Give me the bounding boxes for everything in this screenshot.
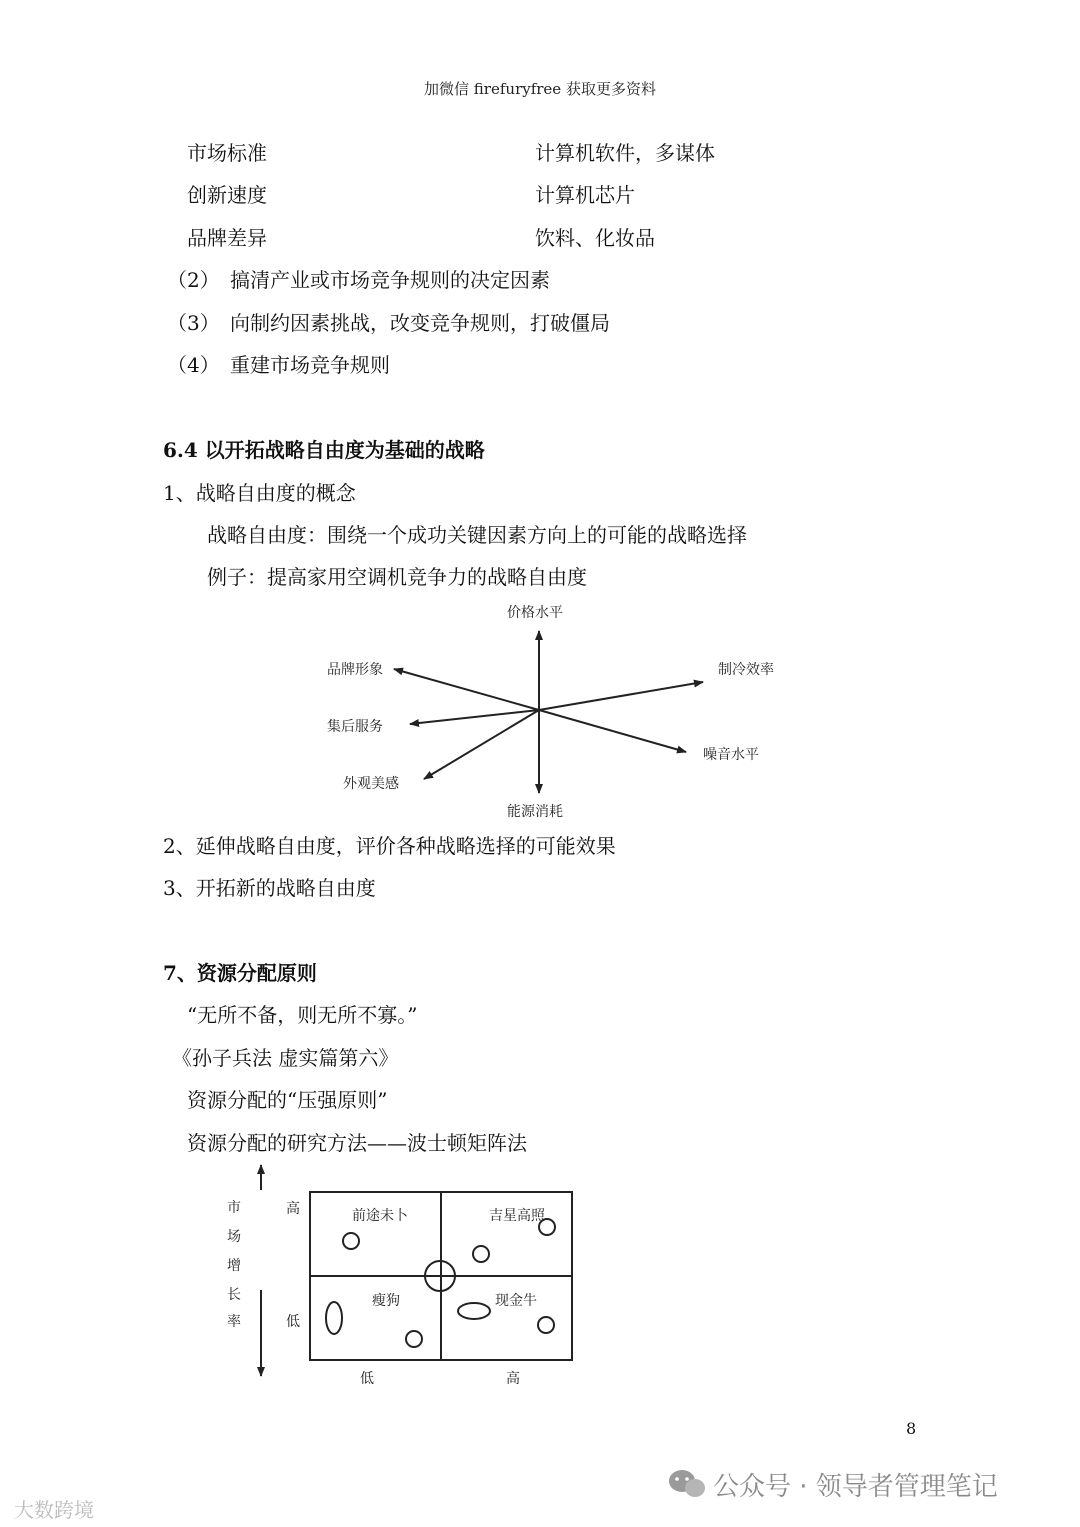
sunzi-quote: “无所不备，则无所不寡。” [187,1003,418,1027]
table-row-1-right: 计算机软件，多谋体 [535,141,715,165]
strategic-freedom-example: 例子：提高家用空调机竞争力的战略自由度 [207,565,587,589]
official-account-watermark: 公众号 · 领导者管理笔记 [713,1472,998,1502]
growth-axis-char-1: 市 [227,1200,241,1216]
step-2-number: （2） [167,268,220,292]
step-2-text: 搞清产业或市场竞争规则的决定因素 [230,268,550,292]
axis-label-cooling: 制冷效率 [718,662,774,678]
step-4-number: （4） [167,353,220,377]
pressure-principle: 资源分配的“压强原则” [187,1088,388,1112]
growth-axis-char-4: 长 [227,1287,241,1303]
section-6-4-item-1: 1、战略自由度的概念 [163,481,356,505]
axis-label-appearance: 外观美感 [343,776,399,792]
corner-watermark: 大数跨境 [14,1498,94,1522]
strategic-freedom-definition: 战略自由度：围绕一个成功关键因素方向上的可能的战略选择 [207,523,747,547]
growth-axis-char-2: 场 [227,1229,241,1245]
bcg-method: 资源分配的研究方法——波士顿矩阵法 [187,1131,527,1155]
table-row-1-left: 市场标准 [187,141,267,165]
axis-label-energy: 能源消耗 [507,804,563,820]
wechat-icon [669,1470,705,1497]
section-6-4-item-3: 3、开拓新的战略自由度 [163,876,376,900]
section-7-heading: 7、资源分配原则 [163,961,317,985]
quadrant-label-cash-cows: 现金牛 [495,1293,537,1309]
growth-axis-char-3: 增 [227,1258,241,1274]
step-3-number: （3） [167,311,220,335]
quadrant-label-stars: 吉星高照 [489,1208,545,1224]
quote-source: 《孙子兵法 虚实篇第六》 [172,1046,399,1070]
step-4-text: 重建市场竞争规则 [230,353,390,377]
page-number: 8 [906,1419,917,1438]
axis-label-price: 价格水平 [507,605,563,621]
growth-high-label: 高 [286,1201,300,1217]
quadrant-label-question-marks: 前途未卜 [352,1208,408,1224]
quadrant-label-dogs: 瘦狗 [372,1293,400,1309]
table-row-3-right: 饮料、化妆品 [535,226,655,250]
table-row-2-right: 计算机芯片 [535,183,635,207]
axis-label-brand: 品牌形象 [327,662,383,678]
table-row-3-left: 品牌差异 [187,226,267,250]
axis-label-noise: 噪音水平 [703,747,759,763]
page-header: 加微信 firefuryfree 获取更多资料 [424,80,656,98]
share-high-label: 高 [506,1371,520,1387]
growth-low-label: 低 [286,1314,300,1330]
share-low-label: 低 [360,1371,374,1387]
section-6-4-item-2: 2、延伸战略自由度，评价各种战略选择的可能效果 [163,834,616,858]
axis-label-service: 集后服务 [327,719,383,735]
section-6-4-heading: 6.4 以开拓战略自由度为基础的战略 [163,438,485,462]
table-row-2-left: 创新速度 [187,183,267,207]
growth-axis-char-5: 率 [227,1314,241,1330]
step-3-text: 向制约因素挑战，改变竞争规则，打破僵局 [230,311,610,335]
